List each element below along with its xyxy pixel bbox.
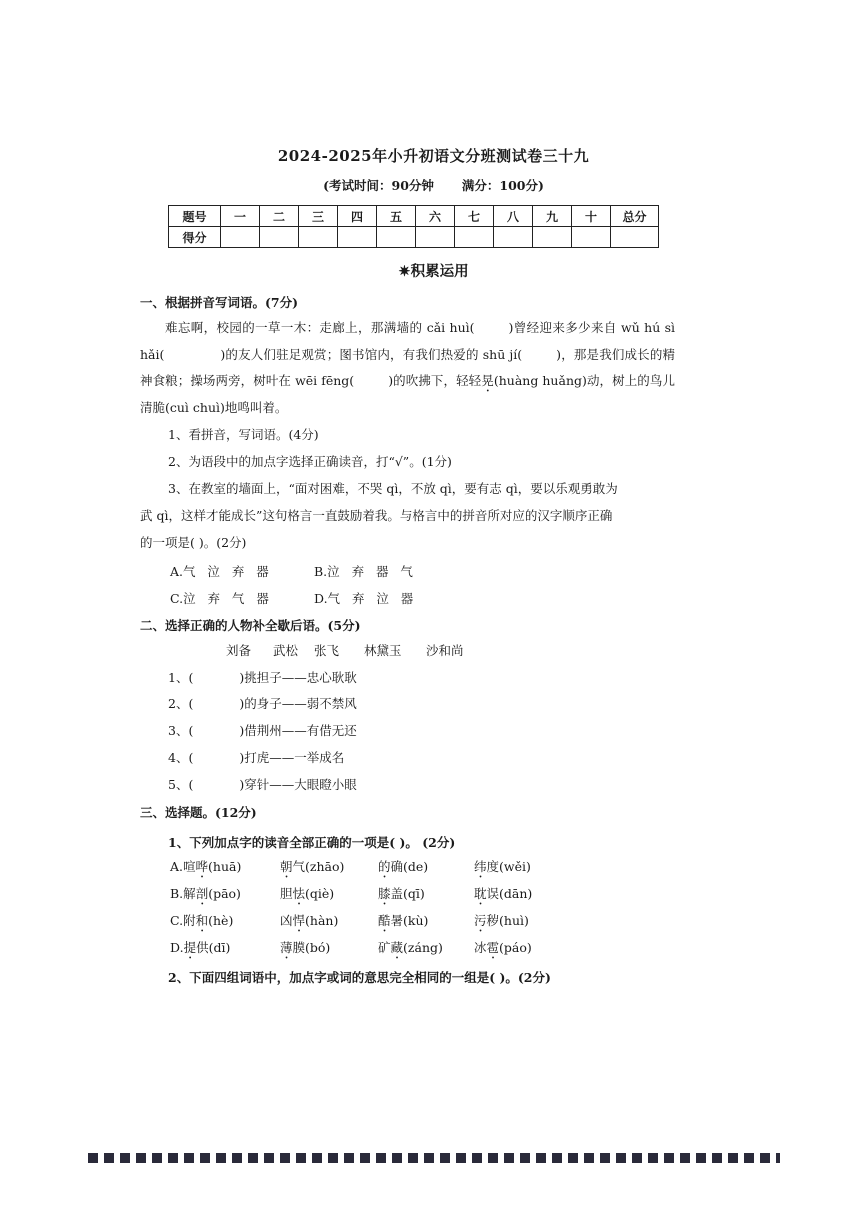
dotted-char: 哗	[195, 859, 209, 874]
q3-sub2: 2、下面四组词语中，加点字或词的意思完全相同的一组是( )。(2分)	[168, 970, 551, 985]
q2-name-option: 武松	[273, 643, 299, 658]
score-cell[interactable]	[533, 227, 572, 248]
q3-option-word: 冰雹(páo)	[474, 940, 532, 955]
score-header-cell: 四	[338, 206, 377, 227]
q2-name-option: 张飞	[314, 643, 340, 658]
q2-item: 3、( )借荆州——有借无还	[168, 723, 357, 738]
dotted-char: 耽	[474, 886, 487, 901]
q2-item: 1、( )挑担子——忠心耿耿	[168, 670, 357, 685]
q3-option-word: 凶悍(hàn)	[280, 913, 339, 928]
q3-option-label[interactable]: A.喧哗(huā)	[170, 859, 242, 874]
q2-name-option: 林黛玉	[364, 643, 402, 658]
dotted-char: 朝	[280, 859, 293, 874]
score-header-cell: 七	[455, 206, 494, 227]
q1-sub3-line2: 武 qì，这样才能成长”这句格言一直鼓励着我。与格言中的拼音所对应的汉字顺序正确	[140, 508, 613, 523]
score-header-cell: 五	[377, 206, 416, 227]
section-title: ✷积累运用	[398, 263, 469, 280]
q1-passage: 难忘啊，校园的一草一木：走廊上，那满墙的 cǎi huì( )曾经迎来多少来自 wǔ hú sì hǎi( )的友人们驻足观赏；图书馆内，有我们热爱的 shū jí( )，那是我们成长的精神食粮；操场两旁，树叶在 wēi fēng( )的吹拂下，轻轻晃(huàng huǎng)动，树上的鸟儿清脆(cuì chuì)地鸣叫着。	[140, 320, 676, 415]
score-header-cell: 六	[416, 206, 455, 227]
score-header-cell: 三	[299, 206, 338, 227]
score-cell[interactable]	[338, 227, 377, 248]
q3-option-word: 的确(de)	[378, 859, 429, 874]
score-header-cell: 总分	[611, 206, 659, 227]
score-cell[interactable]	[299, 227, 338, 248]
q1-sub3-line3: 的一项是( )。(2分)	[140, 535, 247, 550]
dotted-char: 晃	[481, 373, 494, 388]
q3-option-word: 膝盖(qī)	[378, 886, 425, 901]
q1-option-c[interactable]: C.泣 弃 气 器	[170, 591, 269, 606]
q3-option-word: 胆怯(qiè)	[280, 886, 335, 901]
dotted-char: 提	[183, 940, 197, 955]
dotted-char: 薄	[280, 940, 293, 955]
dotted-char: 藏	[390, 940, 404, 955]
q1-option-d[interactable]: D.气 弃 泣 器	[314, 591, 414, 606]
dotted-char: 膝	[378, 886, 391, 901]
q2-name-option: 沙和尚	[426, 643, 464, 658]
dotted-char: 和	[195, 913, 209, 928]
q3-option-word: 纬度(wěi)	[474, 859, 531, 874]
dotted-char: 的	[378, 859, 391, 874]
q1-sub3-line1: 3、在教室的墙面上，“面对困难，不哭 qì，不放 qì，要有志 qì，要以乐观勇敢为	[168, 481, 618, 496]
q3-option-word: 耽误(dān)	[474, 886, 533, 901]
q3-option-word: 朝气(zhāo)	[280, 859, 345, 874]
score-cell[interactable]	[455, 227, 494, 248]
score-cell[interactable]	[221, 227, 260, 248]
q3-option-word: 污秽(huì)	[474, 913, 529, 928]
q3-option-word: 酷暑(kù)	[378, 913, 429, 928]
score-cell[interactable]	[611, 227, 659, 248]
q1-option-b[interactable]: B.泣 弃 器 气	[314, 564, 413, 579]
score-cell[interactable]	[377, 227, 416, 248]
dotted-char: 纬	[474, 859, 487, 874]
q1-sub2: 2、为语段中的加点字选择正确读音，打“√”。(1分)	[168, 454, 452, 469]
exam-title: 2024-2025年小升初语文分班测试卷三十九	[277, 147, 590, 165]
exam-subtitle	[0, 176, 867, 194]
q2-item: 4、( )打虎——一举成名	[168, 750, 345, 765]
score-header-cell: 二	[260, 206, 299, 227]
q3-sub1: 1、下列加点字的读音全部正确的一项是( )。 (2分)	[168, 835, 456, 850]
score-header-cell: 九	[533, 206, 572, 227]
dotted-char: 剖	[195, 886, 209, 901]
q3-option-label[interactable]: D.提供(dī)	[170, 940, 231, 955]
q1-heading: 一、根据拼音写词语。(7分)	[140, 295, 299, 310]
q3-option-label[interactable]: B.解剖(pāo)	[170, 886, 241, 901]
score-header-cell: 八	[494, 206, 533, 227]
q2-item: 5、( )穿针——大眼瞪小眼	[168, 777, 357, 792]
dotted-char: 悍	[292, 913, 306, 928]
score-table-header-row	[169, 206, 659, 227]
dotted-char: 雹	[486, 940, 500, 955]
dotted-char: 酷	[378, 913, 391, 928]
q3-option-word: 薄膜(bó)	[280, 940, 331, 955]
q2-name-option: 刘备	[226, 643, 252, 658]
q3-option-label[interactable]: C.附和(hè)	[170, 913, 234, 928]
exam-time: (考试时间：90分钟	[323, 178, 434, 193]
footer-dashed-border	[88, 1153, 780, 1163]
score-table-score-row	[169, 227, 659, 248]
score-cell[interactable]	[572, 227, 611, 248]
dotted-char: 污	[474, 913, 487, 928]
q3-option-word: 矿藏(záng)	[378, 940, 443, 955]
score-row-label: 得分	[169, 227, 221, 248]
dotted-char: 怯	[292, 886, 306, 901]
score-cell[interactable]	[416, 227, 455, 248]
exam-full-score: 满分：100分)	[461, 178, 544, 193]
score-cell[interactable]	[260, 227, 299, 248]
score-header-cell: 十	[572, 206, 611, 227]
q2-heading: 二、选择正确的人物补全歇后语。(5分)	[140, 618, 361, 633]
score-cell[interactable]	[494, 227, 533, 248]
q1-sub1: 1、看拼音，写词语。(4分)	[168, 427, 319, 442]
q2-item: 2、( )的身子——弱不禁风	[168, 696, 357, 711]
q1-option-a[interactable]: A.气 泣 弃 器	[170, 564, 269, 579]
score-header-cell: 一	[221, 206, 260, 227]
q3-heading: 三、选择题。(12分)	[140, 805, 257, 820]
score-header-cell: 题号	[169, 206, 221, 227]
score-table	[168, 205, 659, 248]
